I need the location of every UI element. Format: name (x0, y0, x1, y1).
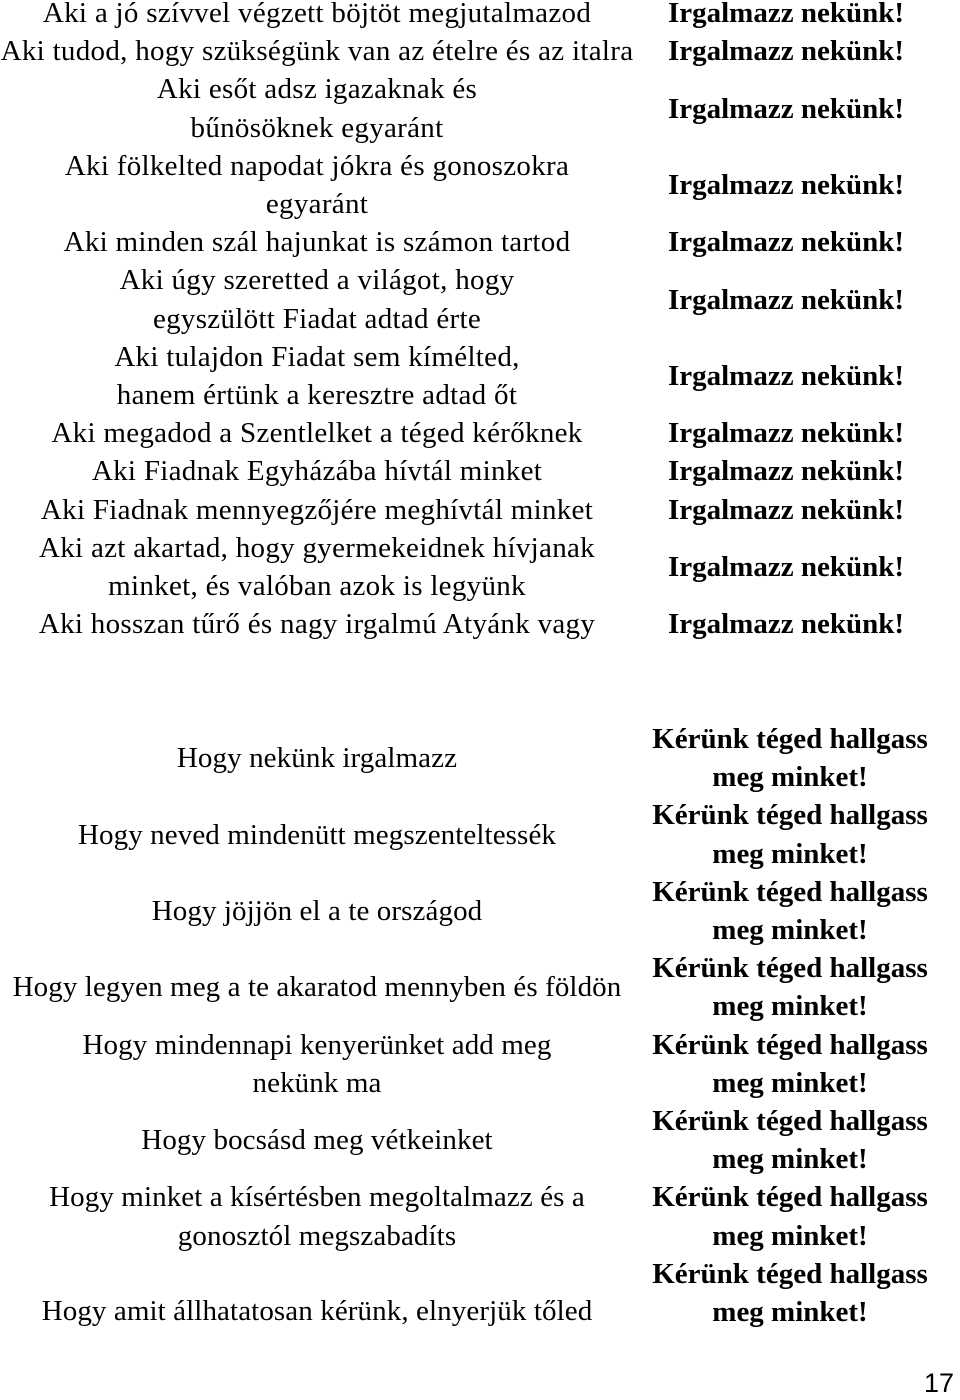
invocation-text: Aki azt akartad, hogy gyermekeidnek hívjanak minket, és valóban azok is legyünk (39, 531, 595, 603)
litany-row (0, 796, 960, 872)
response-text: Kérünk téged hallgass meg minket! (652, 875, 928, 947)
response-text: Irgalmazz nekünk! (667, 608, 905, 641)
response-text: Irgalmazz nekünk! (667, 0, 905, 29)
litany-row (0, 720, 960, 796)
invocation-text: Aki a jó szívvel végzett böjtöt megjutalmazod (42, 0, 592, 29)
litany-row (0, 147, 960, 223)
response-text: Irgalmazz nekünk! (667, 550, 905, 583)
litany-row (0, 491, 960, 529)
litany-row (0, 1026, 960, 1102)
hogy-petitions-section (0, 720, 960, 1331)
litany-row (0, 949, 960, 1025)
invocation-text: Aki Fiadnak mennyegzőjére meghívtál minket (40, 493, 594, 526)
response-text: Irgalmazz nekünk! (667, 455, 905, 488)
response-text: Irgalmazz nekünk! (667, 168, 905, 201)
litany-row (0, 605, 960, 643)
response-text: Kérünk téged hallgass meg minket! (652, 1105, 928, 1176)
invocation-text: Hogy nekünk irgalmazz (176, 742, 458, 775)
response-text: Kérünk téged hallgass meg minket! (652, 952, 928, 1023)
invocation-text: Hogy neved mindenütt megszenteltessék (77, 818, 557, 851)
litany-row (0, 1178, 960, 1254)
response-text: Kérünk téged hallgass meg minket! (652, 1257, 928, 1329)
response-text: Irgalmazz nekünk! (667, 92, 905, 125)
invocation-text: Hogy jöjjön el a te országod (151, 894, 483, 927)
response-text: Kérünk téged hallgass meg minket! (652, 1028, 928, 1099)
response-text: Irgalmazz nekünk! (667, 226, 905, 259)
litany-row (0, 1255, 960, 1331)
page-number: 17 (923, 1368, 954, 1398)
litany-row (0, 70, 960, 146)
response-text: Irgalmazz nekünk! (667, 493, 905, 526)
litany-row (0, 261, 960, 337)
invocation-text: Hogy legyen meg a te akaratod mennyben és földön (12, 971, 622, 1004)
invocation-text: Aki úgy szeretted a világot, hogy egyszülött Fiadat adtad érte (119, 264, 515, 335)
litany-row (0, 1102, 960, 1178)
litany-row (0, 873, 960, 949)
response-text: Kérünk téged hallgass meg minket! (652, 799, 928, 870)
response-text: Irgalmazz nekünk! (667, 35, 905, 68)
litany-row (0, 414, 960, 452)
response-text: Irgalmazz nekünk! (667, 283, 905, 316)
invocation-text: Aki minden szál hajunkat is számon tartod (63, 226, 571, 259)
response-text: Kérünk téged hallgass meg minket! (652, 723, 928, 794)
litany-row (0, 338, 960, 414)
invocation-text: Aki megadod a Szentlelket a téged kérőknek (51, 417, 583, 450)
litany-row (0, 529, 960, 605)
invocation-text: Aki tulajdon Fiadat sem kímélted, hanem értünk a keresztre adtad őt (114, 340, 520, 412)
litany-row (0, 32, 960, 70)
response-text: Irgalmazz nekünk! (667, 417, 905, 450)
response-text: Irgalmazz nekünk! (667, 359, 905, 392)
aki-invocations-section (0, 0, 960, 643)
invocation-text: Aki hosszan tűrő és nagy irgalmú Atyánk vagy (38, 608, 596, 641)
invocation-text: Aki tudod, hogy szükségünk van az ételre és az italra (0, 35, 634, 68)
litany-row (0, 452, 960, 490)
litany-row (0, 223, 960, 261)
invocation-text: Aki fölkelted napodat jókra és gonoszokra egyaránt (64, 149, 570, 221)
invocation-text: Hogy amit állhatatosan kérünk, elnyerjük tőled (41, 1294, 593, 1327)
litany-row (0, 0, 960, 32)
invocation-text: Hogy minket a kísértésben megoltalmazz és a gonosztól megszabadíts (49, 1181, 585, 1252)
invocation-text: Aki esőt adsz igazaknak és bűnösöknek egyaránt (156, 73, 478, 144)
invocation-text: Hogy mindennapi kenyerünket add meg nekünk ma (82, 1028, 552, 1099)
response-text: Kérünk téged hallgass meg minket! (652, 1181, 928, 1252)
invocation-text: Hogy bocsásd meg vétkeinket (141, 1124, 493, 1157)
invocation-text: Aki Fiadnak Egyházába hívtál minket (91, 455, 543, 488)
